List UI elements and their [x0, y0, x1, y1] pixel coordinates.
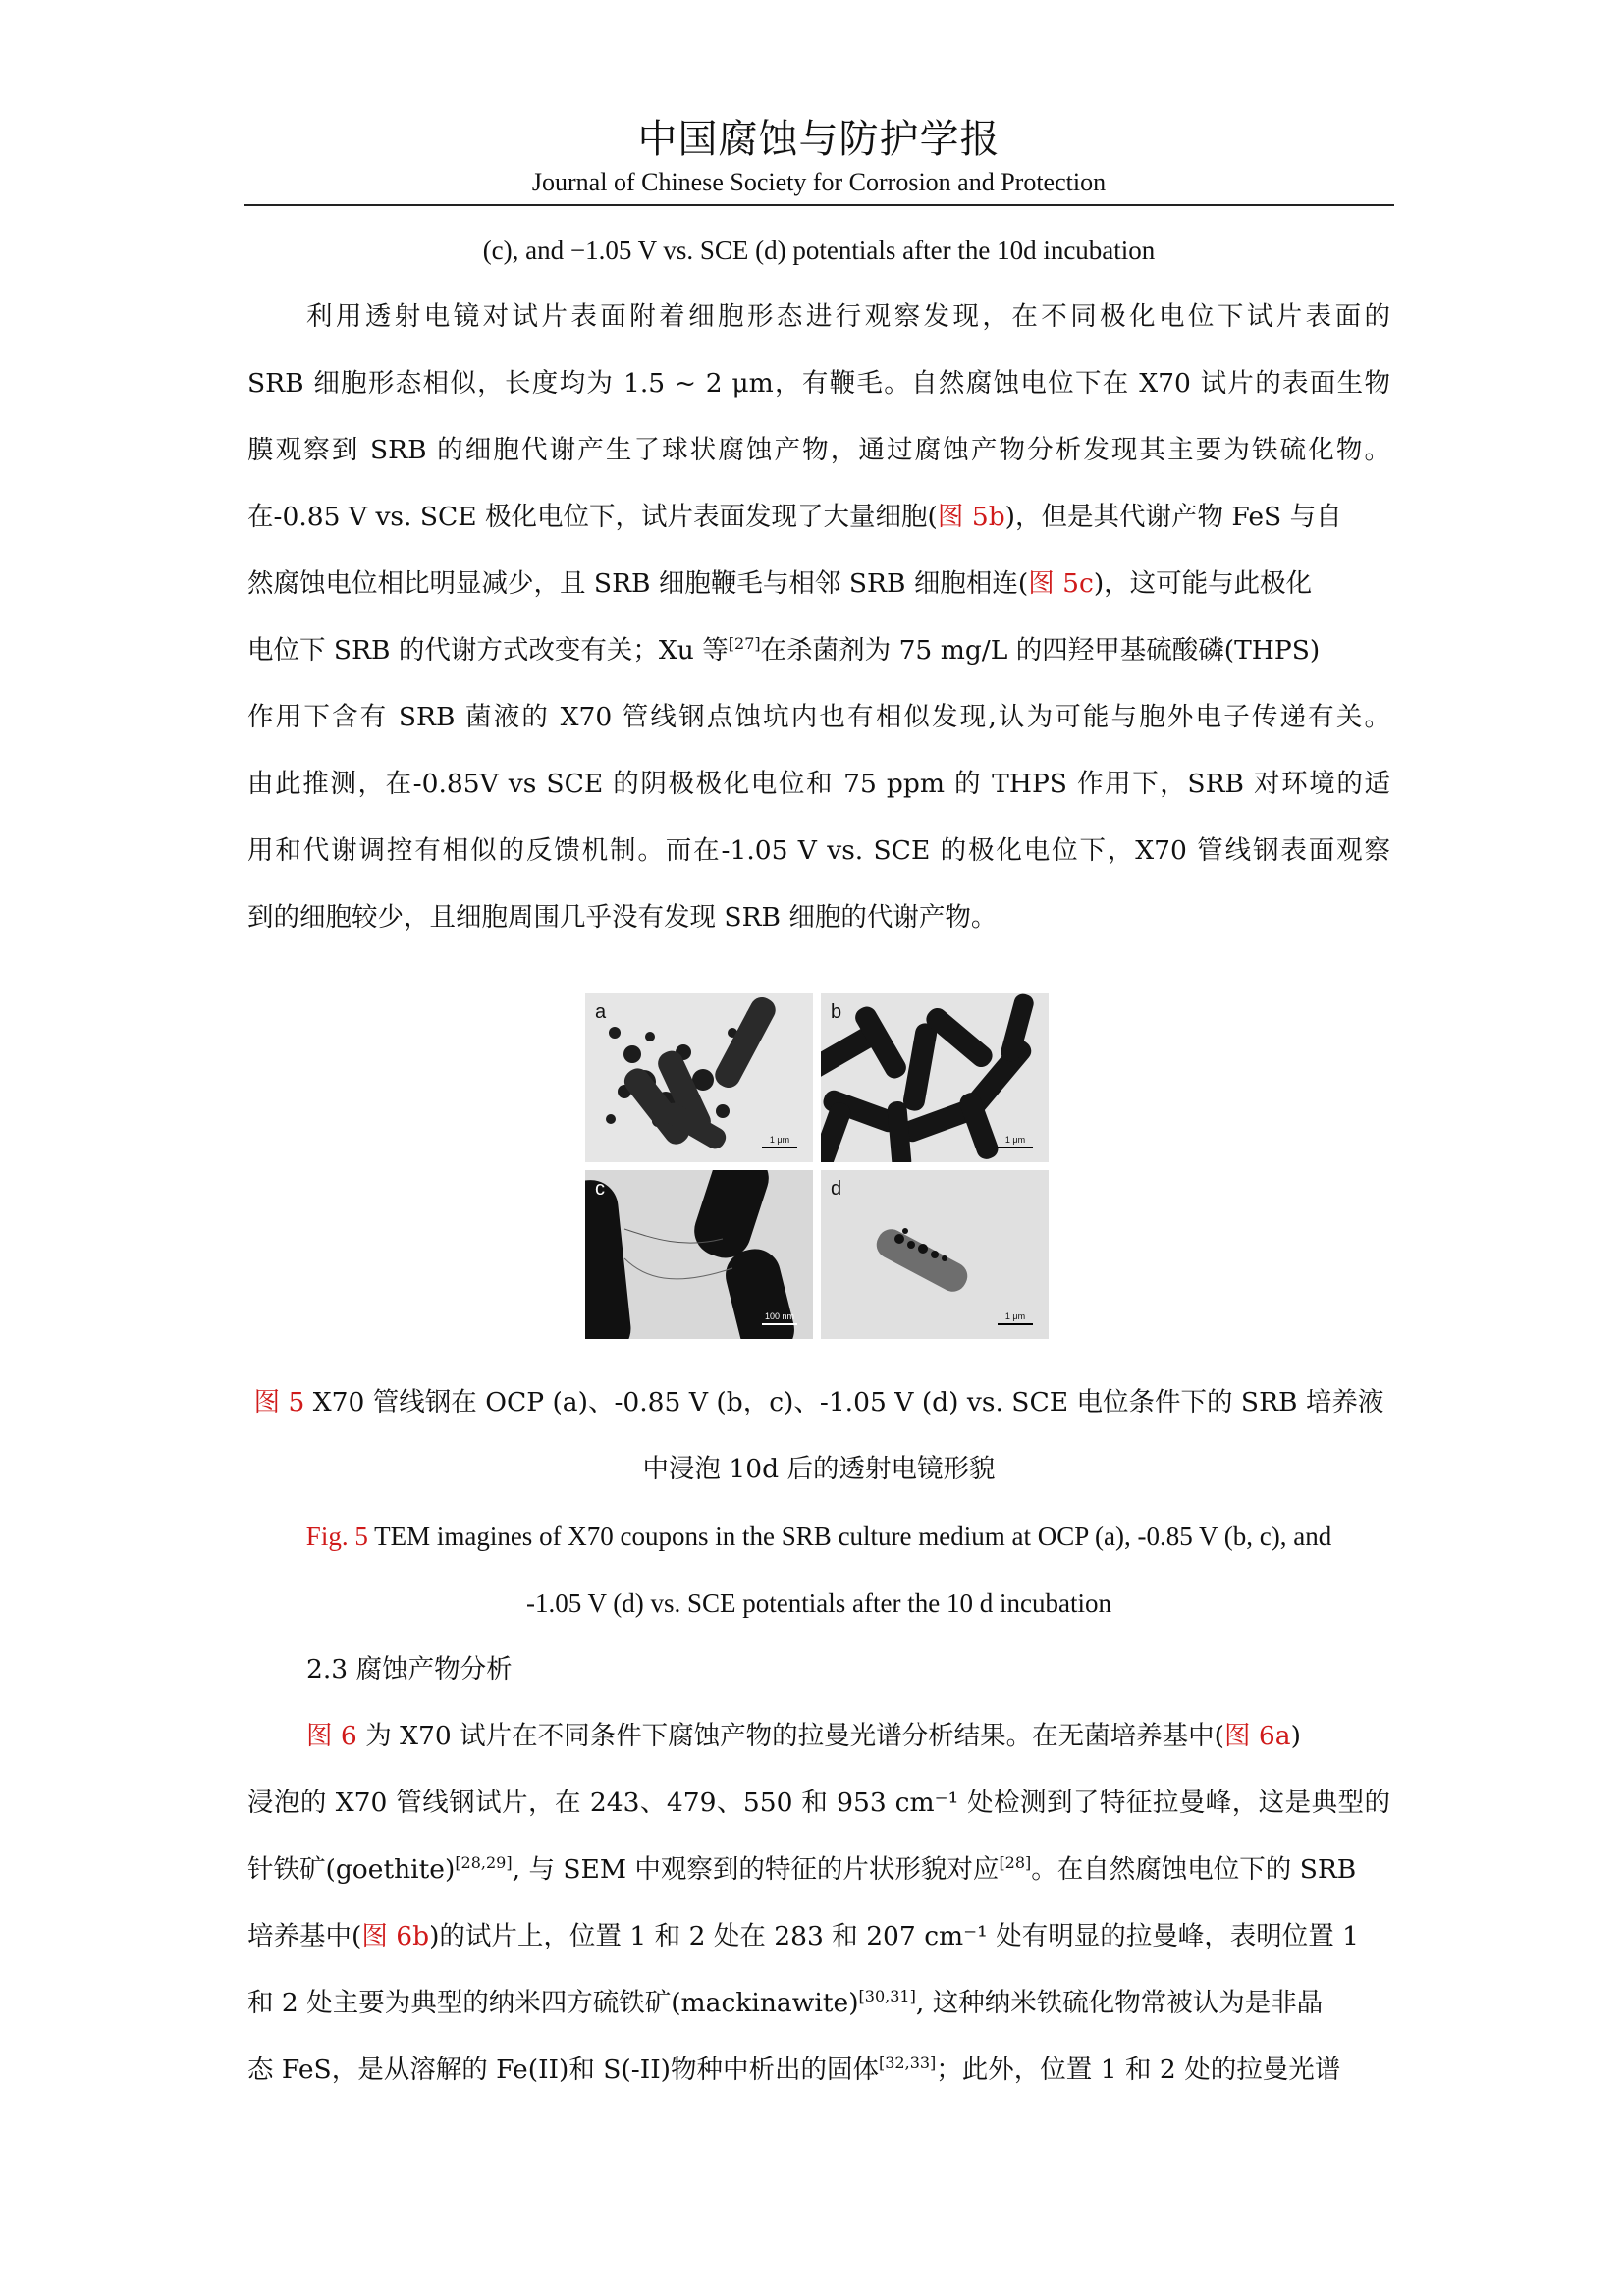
- scale-bar: 1 μm: [998, 1135, 1033, 1148]
- journal-title-en: Journal of Chinese Society for Corrosion and Protection: [531, 168, 1107, 196]
- figure-5-caption-en: -1.05 V (d) vs. SCE potentials after the 10 d incubation: [526, 1588, 1111, 1618]
- para1-line: SRB 细胞形态相似，长度均为 1.5 ~ 2 μm，有鞭毛。自然腐蚀电位下在 X70 试片的表面生物: [247, 368, 1390, 399]
- figure-ref-link[interactable]: 图 5b: [937, 502, 1005, 532]
- panel-label: d: [831, 1178, 842, 1200]
- figure-ref-link[interactable]: 图 6a: [1224, 1721, 1291, 1751]
- para2-line: 培养基中(图 6b)的试片上，位置 1 和 2 处在 283 和 207 cm⁻¹ 处有明显的拉曼峰，表明位置 1: [247, 1921, 1359, 1951]
- para2-line: 针铁矿(goethite)[28,29], 与 SEM 中观察到的特征的片状形貌对应[28]。在自然腐蚀电位下的 SRB: [247, 1853, 1357, 1885]
- figure-5-tem-images: [585, 993, 1053, 1345]
- para1-line: 用和代谢调控有相似的反馈机制。而在-1.05 V vs. SCE 的极化电位下，X70 管线钢表面观察: [247, 835, 1390, 866]
- para2-line: 态 FeS，是从溶解的 Fe(II)和 S(-II)物种中析出的固体[32,33]；此外，位置 1 和 2 处的拉曼光谱: [247, 2054, 1341, 2085]
- scale-bar: 1 μm: [998, 1311, 1033, 1325]
- header-rule: [244, 204, 1394, 206]
- para1-line: 由此推测，在-0.85V vs SCE 的阴极极化电位和 75 ppm 的 THPS 作用下，SRB 对环境的适: [247, 769, 1390, 799]
- para2-line: 浸泡的 X70 管线钢试片，在 243、479、550 和 953 cm⁻¹ 处检测到了特征拉曼峰，这是典型的: [247, 1788, 1390, 1818]
- previous-caption-tail: (c), and −1.05 V vs. SCE (d) potentials after the 10d incubation: [482, 236, 1156, 265]
- para1-line: 到的细胞较少，且细胞周围几乎没有发现 SRB 细胞的代谢产物。: [247, 902, 998, 933]
- figure-5-caption-en: Fig. 5 TEM imagines of X70 coupons in the SRB culture medium at OCP (a), -0.85 V (b, c), and: [305, 1522, 1332, 1551]
- para2-line: 和 2 处主要为典型的纳米四方硫铁矿(mackinawite)[30,31], 这种纳米铁硫化物常被认为是非晶: [247, 1987, 1324, 2018]
- panel-label: a: [595, 1001, 607, 1023]
- para2-line: 图 6 为 X70 试片在不同条件下腐蚀产物的拉曼光谱分析结果。在无菌培养基中(图 6a): [306, 1721, 1301, 1751]
- para1-line: 在-0.85 V vs. SCE 极化电位下，试片表面发现了大量细胞(图 5b)，但是其代谢产物 FeS 与自: [247, 502, 1342, 532]
- para1-line: 作用下含有 SRB 菌液的 X70 管线钢点蚀坑内也有相似发现,认为可能与胞外电子传递有关。: [247, 702, 1390, 732]
- para1-line: 电位下 SRB 的代谢方式改变有关；Xu 等[27]在杀菌剂为 75 mg/L 的四羟甲基硫酸磷(THPS): [247, 634, 1321, 666]
- citation[interactable]: [32,33]: [879, 2054, 937, 2073]
- citation[interactable]: [27]: [728, 634, 761, 654]
- scale-bar: 1 μm: [762, 1135, 797, 1148]
- journal-header: [244, 116, 1394, 198]
- para1-line: 膜观察到 SRB 的细胞代谢产生了球状腐蚀产物，通过腐蚀产物分析发现其主要为铁硫化物。: [247, 435, 1390, 465]
- tem-panel-c: [585, 1170, 813, 1339]
- tem-panel-a: [585, 993, 813, 1162]
- figure-5-caption-cn: 图 5 X70 管线钢在 OCP (a)、-0.85 V (b，c)、-1.05 V (d) vs. SCE 电位条件下的 SRB 培养液: [253, 1387, 1384, 1417]
- figure-5-caption-cn: 中浸泡 10d 后的透射电镜形貌: [642, 1454, 996, 1484]
- panel-label: c: [595, 1178, 605, 1200]
- figure-ref-link[interactable]: 图 6: [306, 1721, 357, 1751]
- tem-panel-d: [821, 1170, 1049, 1339]
- citation[interactable]: [28,29]: [455, 1853, 513, 1873]
- figure-ref-link[interactable]: 图 5c: [1028, 568, 1094, 599]
- figure-ref-link[interactable]: 图 6b: [361, 1921, 430, 1951]
- panel-label: b: [831, 1001, 842, 1023]
- para1-line: 利用透射电镜对试片表面附着细胞形态进行观察发现，在不同极化电位下试片表面的: [306, 301, 1390, 332]
- tem-panel-b: [821, 993, 1049, 1162]
- scale-bar: 100 nm: [762, 1311, 797, 1325]
- citation[interactable]: [28]: [999, 1853, 1032, 1873]
- citation[interactable]: [30,31]: [858, 1987, 916, 2006]
- journal-title-cn: 中国腐蚀与防护学报: [637, 117, 1001, 162]
- section-heading: 2.3 腐蚀产物分析: [306, 1654, 513, 1684]
- figure-number: 图 5: [253, 1387, 305, 1417]
- para1-line: 然腐蚀电位相比明显减少，且 SRB 细胞鞭毛与相邻 SRB 细胞相连(图 5c)，这可能与此极化: [247, 568, 1313, 599]
- figure-number: Fig. 5: [305, 1522, 368, 1551]
